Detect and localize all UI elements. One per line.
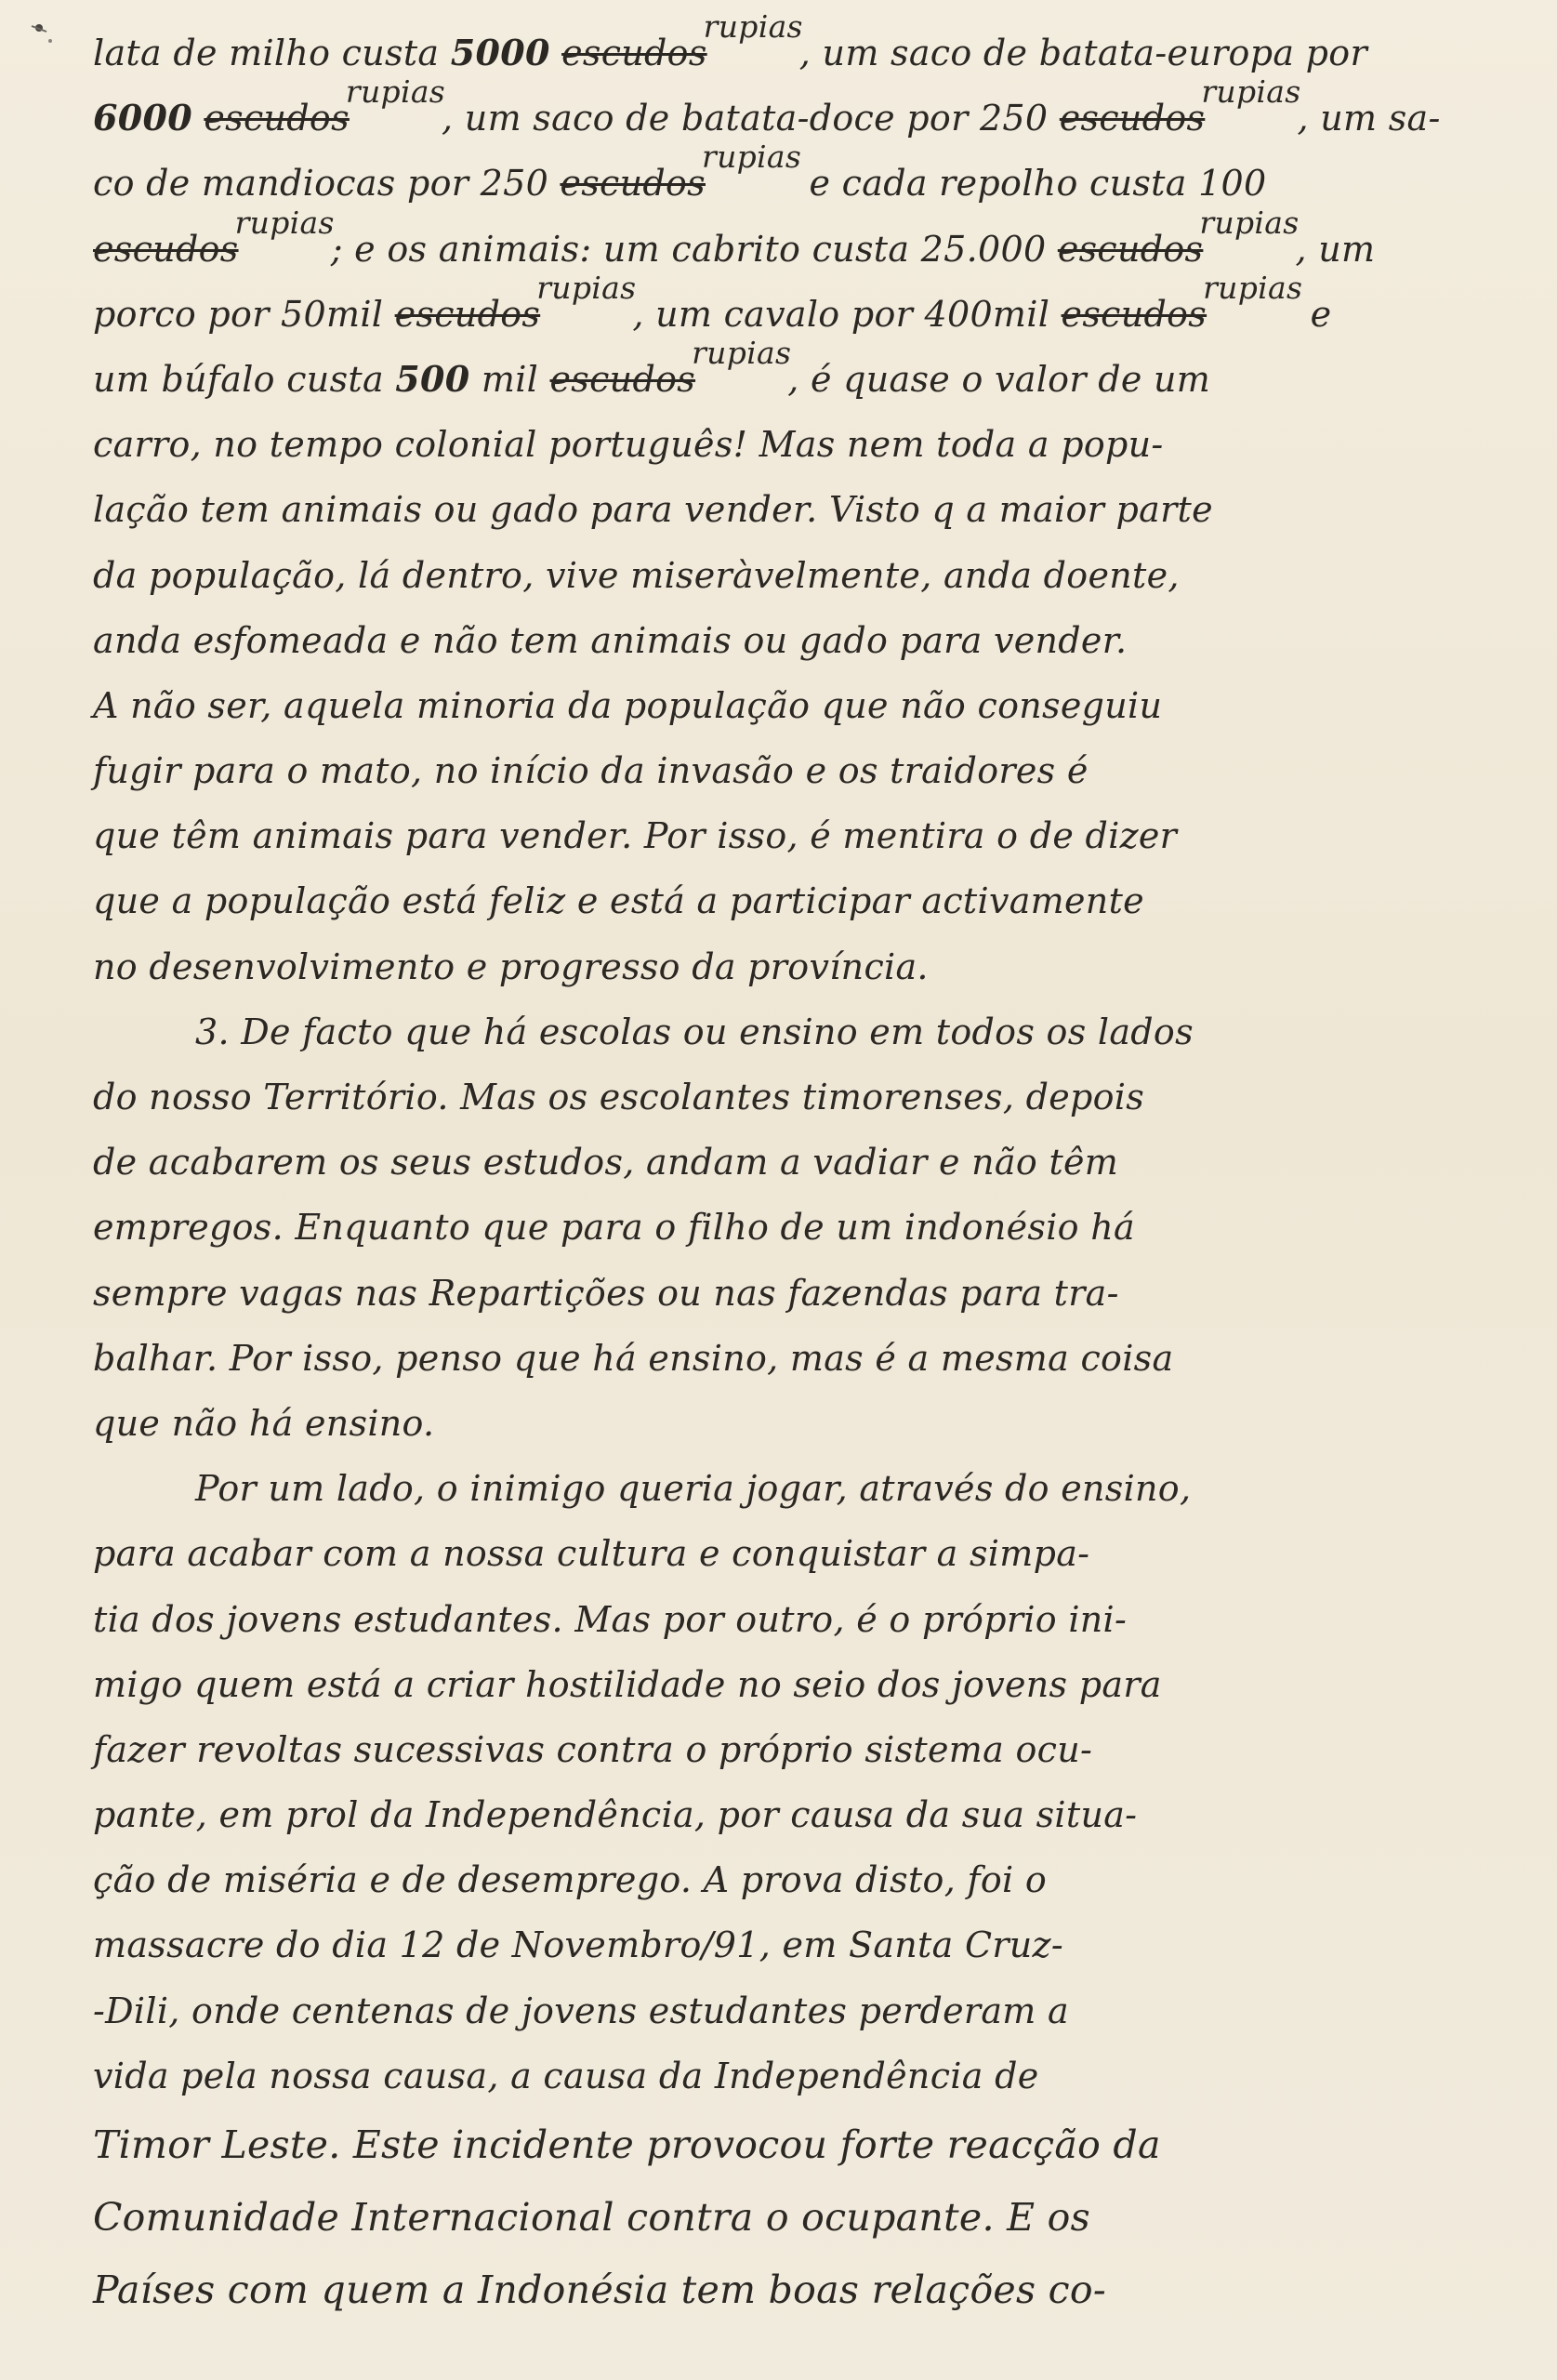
correction-word: rupias xyxy=(536,269,637,306)
text-line xyxy=(93,269,1520,347)
correction-word: rupias xyxy=(234,204,335,241)
text-line xyxy=(93,477,1520,542)
text-segment: pante, em prol da Independência, por causa da sua situa- xyxy=(93,1794,1138,1836)
text-segment: ção de miséria e de desemprego. A prova disto, foi o xyxy=(93,1859,1048,1901)
text-line xyxy=(93,803,1520,868)
struck-word: escudos xyxy=(394,293,541,335)
text-line xyxy=(93,1456,1520,1521)
text-segment: co de mandiocas por 250 xyxy=(93,163,561,205)
text-line xyxy=(93,334,1520,412)
ink-spot-mark xyxy=(13,4,69,60)
text-line xyxy=(93,868,1520,933)
text-line xyxy=(93,73,1520,151)
correction-word: rupias xyxy=(345,73,446,111)
text-segment: de acabarem os seus estudos, andam a vadiar e não têm xyxy=(93,1142,1119,1183)
text-line xyxy=(93,2254,1520,2326)
struck-word: escudos xyxy=(1061,293,1207,335)
text-line xyxy=(93,1326,1520,1391)
text-segment: sempre vagas nas Repartições ou nas fazendas para tra- xyxy=(93,1272,1119,1314)
text-segment xyxy=(550,33,561,73)
text-segment: tia dos jovens estudantes. Mas por outro, é o próprio ini- xyxy=(93,1598,1128,1640)
struck-word: escudos xyxy=(560,163,706,205)
text-segment: , um sa- xyxy=(1297,98,1441,139)
struck-word: escudos xyxy=(1059,98,1206,139)
text-segment: Timor Leste. Este incidente provocou forte reacção da xyxy=(93,2122,1161,2167)
struck-word: escudos xyxy=(549,358,696,400)
text-line xyxy=(93,2109,1520,2181)
text-segment: e cada repolho custa 100 xyxy=(798,163,1267,205)
text-segment: A não ser, aquela minoria da população que não conseguiu xyxy=(93,684,1163,726)
text-line xyxy=(93,1912,1520,1977)
text-line xyxy=(93,1261,1520,1326)
correction-word: rupias xyxy=(1199,204,1300,241)
text-line xyxy=(93,543,1520,608)
text-segment: ; e os animais: um cabrito custa 25.000 xyxy=(330,228,1058,270)
text-line xyxy=(93,738,1520,803)
text-line xyxy=(93,8,1520,86)
text-line xyxy=(93,999,1520,1064)
text-segment: -Dili, onde centenas de jovens estudantes perderam a xyxy=(93,1990,1069,2031)
correction-word: rupias xyxy=(702,139,802,176)
text-line xyxy=(93,1652,1520,1717)
text-segment: , um saco de batata-europa por xyxy=(798,33,1367,73)
struck-word: escudos xyxy=(204,98,350,139)
text-segment: lação tem animais ou gado para vender. Visto q a maior parte xyxy=(93,489,1213,531)
text-line xyxy=(93,1391,1520,1456)
text-segment: um búfalo custa xyxy=(93,358,396,400)
text-segment: que têm animais para vender. Por isso, é mentira o de dizer xyxy=(93,815,1178,857)
text-segment: Países com quem a Indonésia tem boas relações co- xyxy=(93,2268,1107,2312)
struck-word: escudos xyxy=(1057,228,1204,270)
text-segment: que a população está feliz e está a participar activamente xyxy=(93,880,1144,922)
text-line xyxy=(93,2043,1520,2109)
text-segment: , um saco de batata-doce por 250 xyxy=(442,98,1060,139)
text-line xyxy=(93,1195,1520,1260)
correction-word: rupias xyxy=(703,8,803,45)
text-segment: , um xyxy=(1295,228,1376,270)
overwritten-number: 5000 xyxy=(450,32,550,73)
text-segment: Por um lado, o inimigo queria jogar, através do ensino, xyxy=(195,1468,1192,1510)
text-segment: anda esfomeada e não tem animais ou gado para vender. xyxy=(93,619,1128,661)
text-segment: balhar. Por isso, penso que há ensino, mas é a mesma coisa xyxy=(93,1337,1174,1379)
text-line xyxy=(93,1782,1520,1847)
text-segment: e xyxy=(1299,293,1332,335)
text-segment: porco por 50mil xyxy=(93,293,395,335)
text-line xyxy=(93,1717,1520,1782)
correction-word: rupias xyxy=(1201,73,1301,111)
text-segment: , um cavalo por 400mil xyxy=(632,293,1062,335)
text-segment: lata de milho custa xyxy=(93,33,451,73)
overwritten-number: 500 xyxy=(395,357,470,400)
text-line xyxy=(93,934,1520,999)
text-line xyxy=(93,673,1520,738)
handwritten-text-body xyxy=(93,8,1520,2326)
text-line xyxy=(93,2181,1520,2254)
text-segment: Comunidade Internacional contra o ocupante. E os xyxy=(93,2195,1090,2240)
text-line xyxy=(93,1587,1520,1652)
text-segment: da população, lá dentro, vive miseràvelmente, anda doente, xyxy=(93,554,1180,596)
text-line xyxy=(93,608,1520,673)
text-segment: 3. De facto que há escolas ou ensino em todos os lados xyxy=(195,1011,1194,1052)
text-segment: que não há ensino. xyxy=(93,1402,435,1444)
text-line xyxy=(93,1130,1520,1195)
struck-word: escudos xyxy=(561,33,707,73)
text-segment xyxy=(192,98,204,139)
text-segment: massacre do dia 12 de Novembro/91, em Santa Cruz- xyxy=(93,1924,1064,1966)
text-segment: vida pela nossa causa, a causa da Independência de xyxy=(93,2055,1039,2096)
text-segment: migo quem está a criar hostilidade no seio dos jovens para xyxy=(93,1663,1162,1705)
correction-word: rupias xyxy=(692,334,792,371)
text-line xyxy=(93,204,1520,282)
text-segment: para acabar com a nossa cultura e conquistar a simpa- xyxy=(93,1533,1090,1575)
text-line xyxy=(93,1847,1520,1912)
text-segment: no desenvolvimento e progresso da província. xyxy=(93,945,929,987)
text-segment: mil xyxy=(469,358,550,400)
overwritten-number: 6000 xyxy=(93,97,192,139)
text-line xyxy=(93,1064,1520,1130)
text-line xyxy=(93,412,1520,477)
text-segment: fugir para o mato, no início da invasão e os traidores é xyxy=(93,750,1089,792)
text-line xyxy=(93,1978,1520,2043)
text-segment: fazer revoltas sucessivas contra o próprio sistema ocu- xyxy=(93,1728,1093,1770)
text-line xyxy=(93,1521,1520,1586)
struck-word: escudos xyxy=(93,228,239,270)
text-segment: do nosso Território. Mas os escolantes timorenses, depois xyxy=(93,1077,1145,1117)
text-segment: , é quase o valor de um xyxy=(787,358,1211,400)
correction-word: rupias xyxy=(1203,269,1303,306)
text-segment: empregos. Enquanto que para o filho de um indonésio há xyxy=(93,1207,1135,1249)
text-segment: carro, no tempo colonial português! Mas nem toda a popu- xyxy=(93,424,1164,466)
